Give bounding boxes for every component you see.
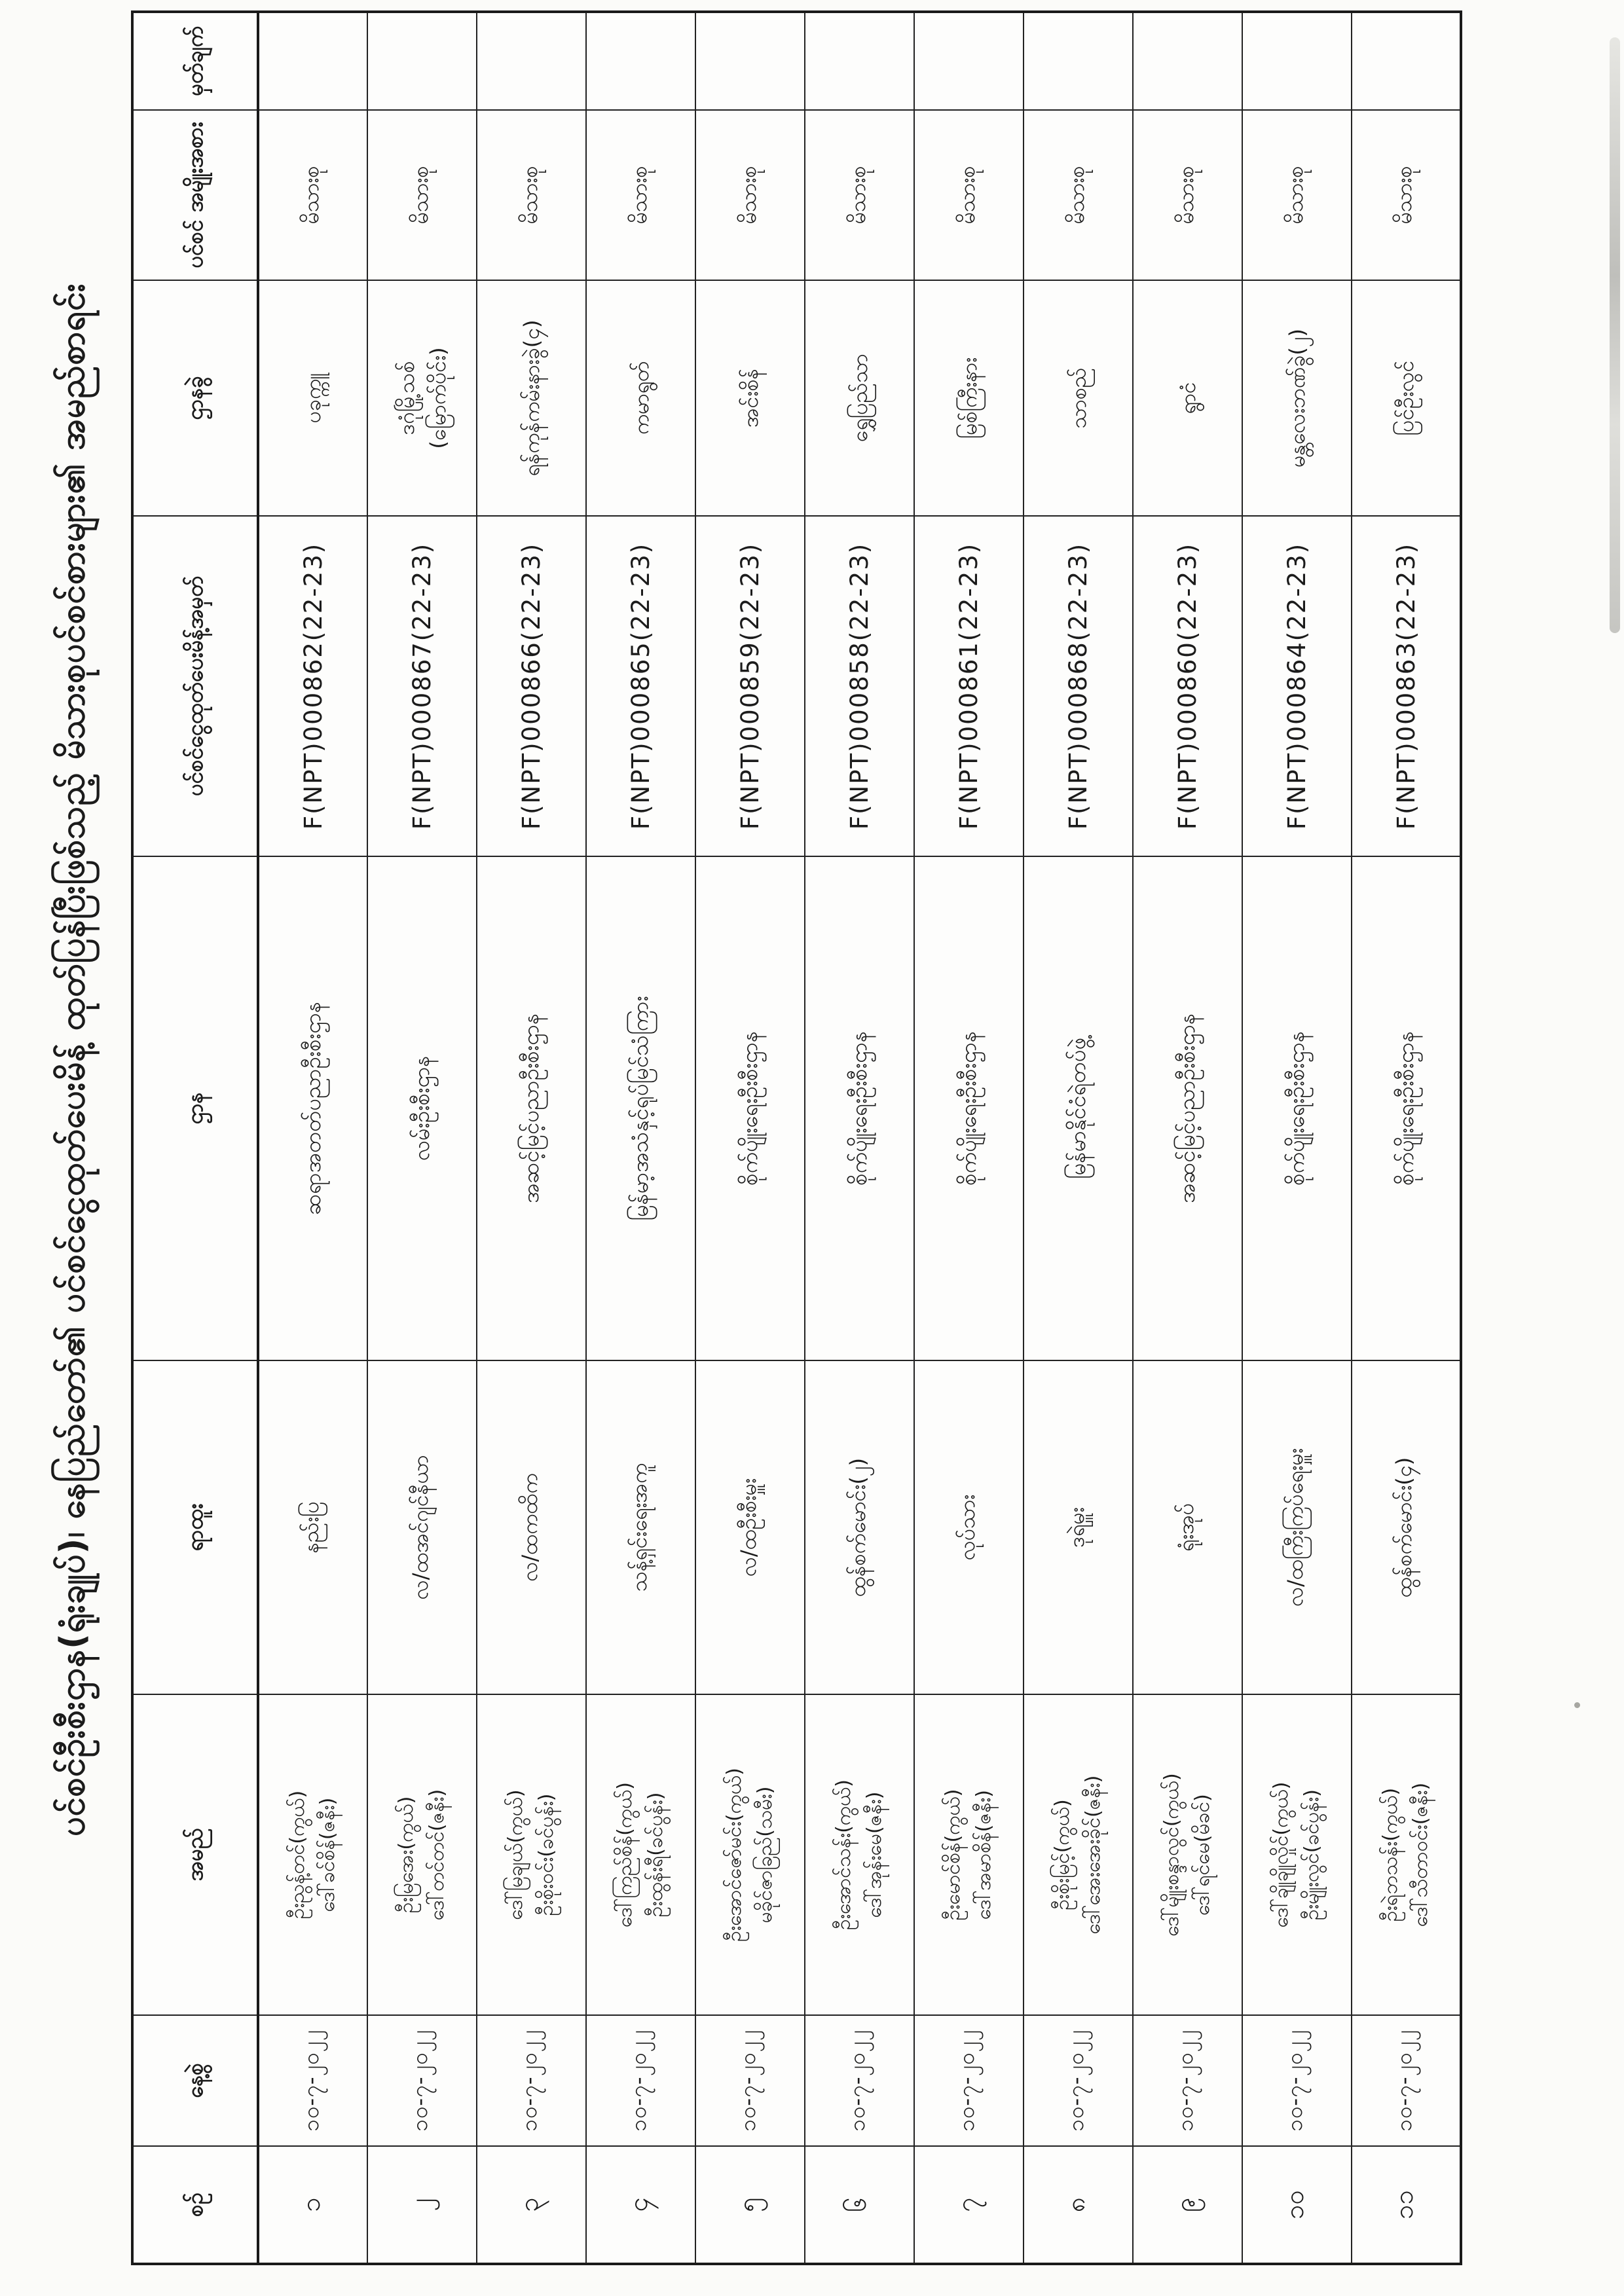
cell-ppo-number: F(NPT)000865(22-23) (586, 516, 695, 856)
cell-text-line: ပြင်ဦးလွင် (1393, 360, 1418, 436)
scan-edge-artifact (1610, 37, 1620, 633)
cell-text-line: ဒေါ်အမာစိန်(ဇနီး) (972, 1789, 995, 1920)
cell-date: ၁၀-၇-၂၀၂၂ (695, 2015, 805, 2146)
cell-position: လ/ထကထိက (477, 1360, 586, 1694)
table-row (1242, 12, 1352, 2264)
table-row (367, 12, 477, 2264)
cell-text-line: ဦးစိုးမြင့်(ကွယ်) (1051, 1799, 1074, 1910)
cell-text-line: ဦးအောင်ဇော်မင်း(ကွယ်) (723, 1768, 746, 1942)
cell-text-line: ဒေါ်ချိုချိုလှိုင်(ကွယ်) (1270, 1781, 1293, 1928)
table-row (1133, 12, 1242, 2264)
cell-ppo-number: F(NPT)000864(22-23) (1242, 516, 1352, 856)
cell-serial: ၁၁ (1352, 2146, 1461, 2264)
cell-text-line: ဦးစိုးဝင်း(ခင်ပွန်း) (534, 1793, 558, 1916)
cell-text-line: မန္တလေးဘဏ်ခွဲ(၂) (1284, 328, 1310, 468)
cell-date: ၁၀-၇-၂၀၂၂ (367, 2015, 477, 2146)
cell-remark (1024, 12, 1133, 110)
header-row (132, 12, 258, 2264)
cell-text-line: ဒေါ်သီတာဝင်း(ဇနီး) (1409, 1782, 1432, 1927)
cell-branch (914, 280, 1024, 516)
table-row (258, 12, 367, 2264)
cell-text-line: ဦးရဲဘသန်း(ကွယ်) (1378, 1787, 1402, 1922)
cell-pension-type: မိသားစု (1024, 110, 1133, 280)
cell-branch (1352, 280, 1461, 516)
table-row (477, 12, 586, 2264)
cell-name (586, 1694, 695, 2015)
cell-date: ၁၀-၇-၂၀၂၂ (1352, 2015, 1461, 2146)
cell-date: ၁၀-၇-၂၀၂၂ (1024, 2015, 1133, 2146)
cell-text-line: ဦးမြအေး(ကွယ်) (395, 1796, 418, 1914)
cell-branch (367, 280, 477, 516)
cell-branch (586, 280, 695, 516)
cell-name (258, 1694, 367, 2015)
cell-remark (586, 12, 695, 110)
cell-text-line: အင်းစိန် (737, 369, 763, 428)
cell-text-line: ဦးအောင်သန်း(ကွယ်) (832, 1779, 855, 1930)
cell-text-line: ဒဂုံမြို့သစ် (394, 361, 419, 435)
page-title: ပင်စင်ဦးစီးဌာန(ရုံးချုပ်)၊ နေပြည်တော်၏ ပင်စင်ငွေထုတ်ပေးမိန့် ထုတ်ပြန်ပြီးဖြစ်သည့် မိသားစုပင်စင်စားများ၏ အမည်စာရင်း (53, 282, 92, 1837)
cell-branch (258, 280, 367, 516)
cell-remark (367, 12, 477, 110)
cell-name (367, 1694, 477, 2015)
cell-name (1024, 1694, 1133, 2015)
table-body (258, 12, 1461, 2264)
cell-position: လ/ထကြီးကြပ်ရေးမှူး (1242, 1360, 1352, 1694)
cell-ppo-number: F(NPT)000863(22-23) (1352, 516, 1461, 856)
table-row (586, 12, 695, 2264)
header-name: အမည် (132, 1694, 258, 2015)
cell-branch (1133, 280, 1242, 516)
cell-name (477, 1694, 586, 2015)
cell-text-line: ဒေါ်မျိုးစန္ဒာလွင်(ကွယ်) (1160, 1773, 1183, 1937)
pension-table (131, 10, 1462, 2265)
cell-pension-type: မိသားစု (805, 110, 914, 280)
cell-text-line: ဒေါ်ခင်စိန်(ဇနီး) (316, 1797, 339, 1912)
table-row (1352, 12, 1461, 2264)
cell-department: မြန်မာနိုင်ငံရဲတပ်ဖွဲ့ (1024, 856, 1133, 1360)
cell-serial: ၂ (367, 2146, 477, 2264)
cell-ppo-number: F(NPT)000862(22-23) (258, 516, 367, 856)
cell-text-line: ရွာငံ (1175, 382, 1200, 414)
cell-remark (1352, 12, 1461, 110)
cell-text-line: မခိုင်ဇာခြည်(သမီး) (753, 1786, 777, 1923)
cell-name (914, 1694, 1024, 2015)
cell-department: အဆင့်မြင့်ပညာဦးစီးဌာန (1133, 856, 1242, 1360)
header-date: နေ့စွဲ (132, 2015, 258, 2146)
cell-text-line: ဦးမောင်စိန်(ကွယ်) (942, 1789, 965, 1921)
cell-text-line: ဦးထွန်းရီ(ခင်ပွန်း) (644, 1792, 667, 1918)
cell-date: ၁၀-၇-၂၀၂၂ (1133, 2015, 1242, 2146)
cell-date: ၁၀-၇-၂၀၂၂ (914, 2015, 1024, 2146)
cell-position: လ/ထအင်ဂျင်နီယာ (367, 1360, 477, 1694)
cell-ppo-number: F(NPT)000866(22-23) (477, 516, 586, 856)
cell-serial: ၇ (914, 2146, 1024, 2264)
cell-branch (1242, 280, 1352, 516)
cell-text-line: ဦးညွန့်တင်(ကွယ်) (286, 1790, 309, 1920)
cell-serial: ၁၀ (1242, 2146, 1352, 2264)
cell-ppo-number: F(NPT)000861(22-23) (914, 516, 1024, 856)
cell-remark (477, 12, 586, 110)
table-row (695, 12, 805, 2264)
cell-ppo-number: F(NPT)000858(22-23) (805, 516, 914, 856)
cell-name (1352, 1694, 1461, 2015)
cell-serial: ၉ (1133, 2146, 1242, 2264)
cell-text-line: သာစည် (1065, 367, 1091, 429)
cell-branch (1024, 280, 1133, 516)
cell-remark (805, 12, 914, 110)
cell-position: ဒုရဲမှူး (1024, 1360, 1133, 1694)
cell-text-line: ရွှေပြည်သာ (847, 354, 872, 443)
cell-department: စိုက်ပျိုးရေးဦးစီးဌာန (1352, 856, 1461, 1360)
cell-pension-type: မိသားစု (1242, 110, 1352, 280)
cell-department: အဆင့်မြင့်ပညာဦးစီးဌာန (477, 856, 586, 1360)
cell-pension-type: မိသားစု (1352, 110, 1461, 280)
header-no: စဉ် (132, 2146, 258, 2264)
cell-pension-type: မိသားစု (695, 110, 805, 280)
cell-serial: ၈ (1024, 2146, 1133, 2264)
cell-date: ၁၀-၇-၂၀၂၂ (586, 2015, 695, 2146)
header-remark: မှတ်ချက် (132, 12, 258, 110)
cell-position: သန့်ရှင်းရေးအကူ (586, 1360, 695, 1694)
cell-position: ထွန်စက်မောင်း(၂) (805, 1360, 914, 1694)
cell-position: ရုံးအုပ် (1133, 1360, 1242, 1694)
cell-text-line: ဒေါ်အုန်းမေ(ဇနီး) (862, 1791, 886, 1918)
header-department: ဌာန (132, 856, 258, 1360)
cell-text-line: ပခုက္ကူ (301, 373, 325, 424)
cell-ppo-number: F(NPT)000859(22-23) (695, 516, 805, 856)
header-position: ရာထူး (132, 1360, 258, 1694)
cell-serial: ၅ (695, 2146, 805, 2264)
cell-position: လ/ထဦးစီးမှူး (695, 1360, 805, 1694)
cell-text-line: ရန်ကုန်ကမ်းနားခွဲ(၄) (519, 319, 544, 477)
cell-department: စိုက်ပျိုးရေးဦးစီးဌာန (1242, 856, 1352, 1360)
scan-dot-artifact (1574, 1702, 1580, 1708)
cell-pension-type: မိသားစု (477, 110, 586, 280)
cell-remark (914, 12, 1024, 110)
cell-remark (695, 12, 805, 110)
cell-remark (1133, 12, 1242, 110)
cell-date: ၁၀-၇-၂၀၂၂ (477, 2015, 586, 2146)
cell-serial: ၆ (805, 2146, 914, 2264)
cell-ppo-number: F(NPT)000860(22-23) (1133, 516, 1242, 856)
cell-pension-type: မိသားစု (367, 110, 477, 280)
cell-text-line: ဒေါ်အေးအေးခိုင်(ဇနီး) (1081, 1775, 1105, 1935)
header-ppo-number: ပင်စင်ငွေထုတ်ပေးမိန့်အမှတ် (132, 516, 258, 856)
cell-pension-type: မိသားစု (586, 110, 695, 280)
table-row (914, 12, 1024, 2264)
cell-pension-type: မိသားစု (1133, 110, 1242, 280)
cell-text-line: ဒေါ်ကြည်စိန်(ကွယ်) (614, 1782, 637, 1927)
cell-text-line: မြစ်ကြီးနား (956, 357, 982, 439)
cell-remark (1242, 12, 1352, 110)
table-row (1024, 12, 1133, 2264)
cell-serial: ၄ (586, 2146, 695, 2264)
table-row (805, 12, 914, 2264)
cell-date: ၁၀-၇-၂၀၂၂ (1242, 2015, 1352, 2146)
cell-name (805, 1694, 914, 2015)
cell-ppo-number: F(NPT)000867(22-23) (367, 516, 477, 856)
cell-ppo-number: F(NPT)000868(22-23) (1024, 516, 1133, 856)
cell-pension-type: မိသားစု (258, 110, 367, 280)
cell-pension-type: မိသားစု (914, 110, 1024, 280)
header-branch: ဌာနခွဲ (132, 280, 258, 516)
cell-text-line: ကမာရွတ် (628, 361, 654, 435)
cell-date: ၁၀-၇-၂၀၂၂ (805, 2015, 914, 2146)
cell-text-line: (မြောက်ပိုင်း) (425, 347, 451, 449)
header-pension-type: ပင်စင် အမျိုးအစား (132, 110, 258, 280)
cell-branch (477, 280, 586, 516)
cell-name (1242, 1694, 1352, 2015)
cell-department: စိုက်ပျိုးရေးဦးစီးဌာန (914, 856, 1024, 1360)
cell-department: လမ်းဦးစီးဌာန (367, 856, 477, 1360)
cell-name (1133, 1694, 1242, 2015)
cell-position: ထွန်စက်မောင်း(၄) (1352, 1360, 1461, 1694)
cell-department: ဆရာအတတ်ပညာဦးစီးဌာန (258, 856, 367, 1360)
cell-department: စိုက်ပျိုးရေးဦးစီးဌာန (805, 856, 914, 1360)
cell-department: စိုက်ပျိုးရေးဦးစီးဌာန (695, 856, 805, 1360)
cell-position: နည်းပြ (258, 1360, 367, 1694)
cell-date: ၁၀-၇-၂၀၂၂ (258, 2015, 367, 2146)
cell-remark (258, 12, 367, 110)
cell-name (695, 1694, 805, 2015)
cell-text-line: ဒေါ်ရင်မေ(မိခင်) (1190, 1794, 1214, 1916)
cell-position: လုပ်သား (914, 1360, 1024, 1694)
table-header (132, 12, 258, 2264)
cell-text-line: ဒေါ်မြချယ်(ကွယ်) (504, 1789, 527, 1920)
cell-branch (805, 280, 914, 516)
cell-department: မြန်မာ့အသံနှင့်ရုပ်မြင်သံကြား (586, 856, 695, 1360)
cell-serial: ၁ (258, 2146, 367, 2264)
cell-text-line: ဦးမျိုးလွင်(ခင်ပွန်း) (1300, 1789, 1323, 1921)
cell-serial: ၃ (477, 2146, 586, 2264)
cell-text-line: ဒေါ်တင်တင်(ဇနီး) (425, 1789, 449, 1921)
cell-branch (695, 280, 805, 516)
